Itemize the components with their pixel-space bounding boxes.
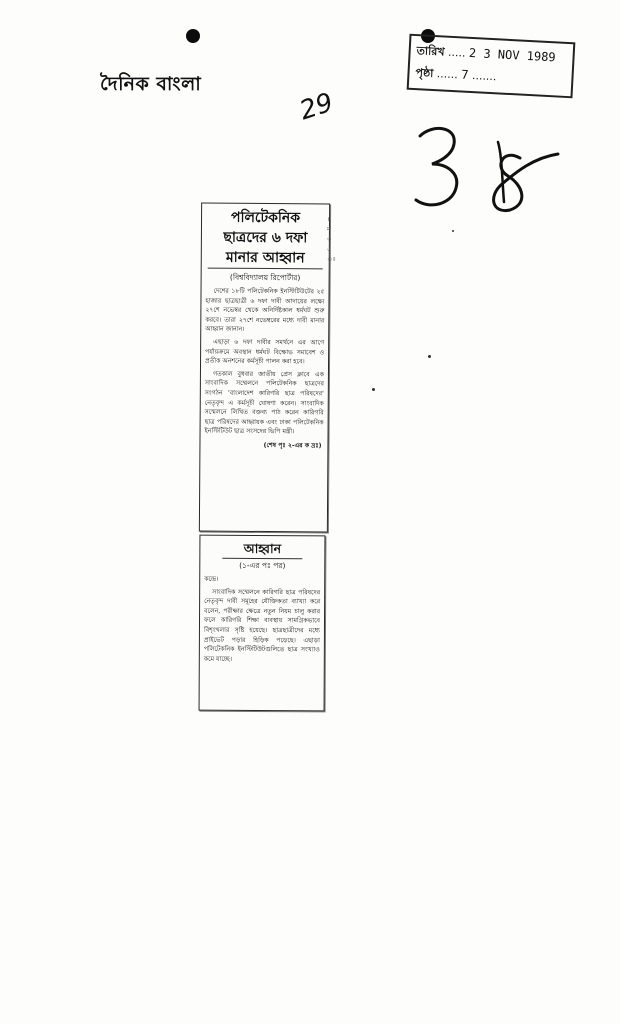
newspaper-clipping-continuation bbox=[199, 535, 326, 712]
continuation-headline: আহ্বান bbox=[222, 540, 302, 559]
stamp-page-value: 7 bbox=[460, 67, 469, 82]
article-headline-line-3: মানার আহ্বান bbox=[208, 248, 323, 270]
stamp-page-label: পৃষ্ঠা bbox=[415, 66, 434, 80]
continuation-jump-line: (১-এর পঃ পর) bbox=[239, 560, 286, 571]
scan-speck bbox=[428, 355, 431, 358]
handwritten-number-38 bbox=[402, 118, 572, 218]
clipping-edge-marks: । ম ৩ ৫ ঃ bbox=[327, 216, 336, 263]
scan-speck bbox=[372, 388, 375, 391]
stamp-date-value: 2 3 NOV 1989 bbox=[468, 45, 556, 65]
punch-hole-left bbox=[186, 29, 200, 43]
article-paragraph-2: এছাড়া ৬ দফা দাবীর সমর্থনে এর আগে পর্যায়ক্রমে অবস্থান ধর্মঘট বিক্ষোভ সমাবেশ ও প্রতীক অনশনের কর্মসূচী পালন করা হবে। bbox=[205, 338, 325, 366]
article-headline-line-2: ছাত্রদের ৬ দফা bbox=[223, 229, 308, 247]
handwritten-note-small: 29 bbox=[296, 87, 337, 127]
article-continued-note: (শেষ পৃঃ ২-এর ক দ্রঃ) bbox=[263, 441, 322, 450]
stamp-date-label: তারিখ bbox=[416, 44, 445, 59]
newspaper-clipping-main bbox=[199, 203, 330, 533]
continuation-paragraph-2: সাংবাদিক সম্মেলনে কারিগরি ছাত্র পরিষদের নেতৃবৃন্দ দাবী সমূহের যৌক্তিকতা ব্যাখ্যা করে বলেন, পরীক্ষার ক্ষেত্রে নতুন নিয়ম চালু করার ফলে কারিগরি শিক্ষা ব্যবস্থায় সামগ্রিকভাবে বিশৃংখলার সৃষ্টি হয়েছে। ছাত্রছাত্রীদের মধ্যে প্রাইভেট পড়ার হিড়িক পড়েছে। এছাড়া পলিটেকনিক ইনস্টিটিউটগুলিতে ছাত্র সংখ্যাও কমে যাচ্ছে। bbox=[203, 588, 321, 663]
article-headline-line-1: পলিটেকনিক bbox=[230, 209, 301, 227]
publication-name: দৈনিক বাংলা bbox=[100, 73, 202, 95]
date-stamp: তারিখ ..... 2 3 NOV 1989 পৃষ্ঠা ...... 7 ....... bbox=[407, 34, 576, 99]
scan-speck bbox=[452, 230, 454, 232]
continuation-paragraph-1: কন্দ্রে। bbox=[204, 575, 219, 583]
article-paragraph-1: দেশের ১৮টি পলিটেকনিক ইনস্টিটিউটের ২৫ হাজার ছাত্রছাত্রী ৬ দফা দাবী আদায়ের লক্ষ্যে ২৭শে নভেম্বর থেকে অনির্দিষ্টকাল ধর্মঘট শুরু করবে। তারা ২৭শে নভেম্বরের মধ্যে দাবী মানার আহ্বান জানান। bbox=[205, 287, 325, 334]
article-paragraph-3: গতকাল বুধবার জাতীয় প্রেস ক্লাবে এক সাংবাদিক সম্মেলনে পলিটেকনিক ছাত্রদের সংগঠন 'বাংলাদেশ কারিগরি ছাত্র পরিষদের' নেতৃবৃন্দ এ কর্মসূচী ঘোষণা করেন। সাংবাদিক সম্মেলনে লিখিত বক্তব্য পাঠ করেন কারিগরি ছাত্র পরিষদের আহ্বায়ক এবং ঢাকা পলিটেকনিক ইনস্টিটিউট ছাত্র সংসদের ভিপি মন্ত্রী। bbox=[204, 370, 324, 436]
article-byline: (বিশ্ববিদ্যালয় রিপোর্টার) bbox=[229, 272, 301, 283]
